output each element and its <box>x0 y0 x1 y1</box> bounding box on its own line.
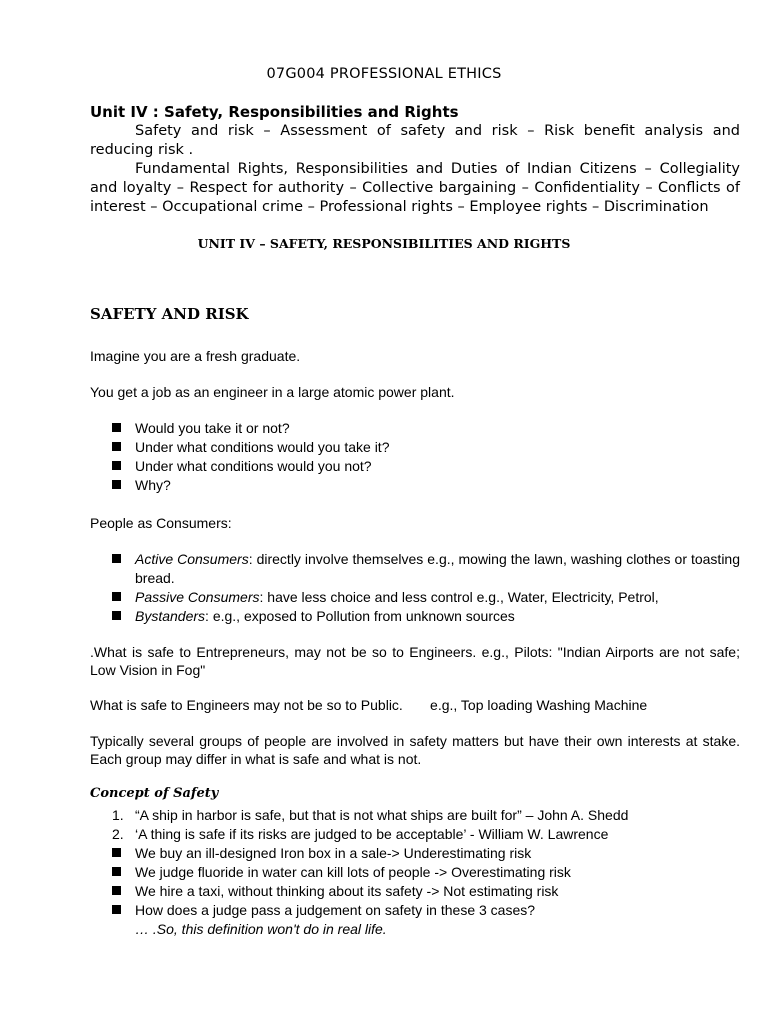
concept-title: Concept of Safety <box>90 786 219 801</box>
consumer-list <box>90 550 740 626</box>
list-item: We buy an ill-designed Iron box in a sale-> Underestimating risk <box>90 844 740 863</box>
syllabus-paragraph-1: Safety and risk – Assessment of safety and risk – Risk benefit analysis and reducing risk . <box>90 123 740 158</box>
concept-note: … .So, this definition won't do in real life. <box>135 921 387 937</box>
paragraph-groups: Typically several groups of people are involved in safety matters but have their own interests at stake. Each group may differ in what is safe and what is not. <box>90 733 740 767</box>
square-bullet-icon <box>112 423 121 432</box>
square-bullet-icon <box>112 848 121 857</box>
consumer-term: Active Consumers <box>135 551 249 567</box>
square-bullet-icon <box>112 611 121 620</box>
square-bullet-icon <box>112 461 121 470</box>
square-bullet-icon <box>112 554 121 563</box>
list-item: 2. ‘A thing is safe if its risks are judged to be acceptable’ - William W. Lawrence <box>112 826 609 842</box>
list-item: Active Consumers: directly involve themselves e.g., mowing the lawn, washing clothes or toasting bread. <box>90 550 740 588</box>
list-item: How does a judge pass a judgement on safety in these 3 cases? <box>90 901 740 920</box>
paragraph-entrepreneurs: .What is safe to Entrepreneurs, may not be so to Engineers. e.g., Pilots: "Indian Airports are not safe; Low Vision in Fog" <box>90 644 740 678</box>
list-item: Passive Consumers: have less choice and less control e.g., Water, Electricity, Petrol, <box>90 588 740 607</box>
list-item: Under what conditions would you take it? <box>90 438 740 457</box>
unit-subtitle: UNIT IV – SAFETY, RESPONSIBILITIES AND RIGHTS <box>197 236 571 251</box>
list-item: 1. “A ship in harbor is safe, but that is not what ships are built for” – John A. Shedd <box>112 807 629 823</box>
intro-line-1: Imagine you are a fresh graduate. <box>90 348 301 364</box>
section-title: SAFETY AND RISK <box>90 305 249 323</box>
consumer-term: Bystanders <box>135 608 206 624</box>
list-item: Would you take it or not? <box>90 419 740 438</box>
square-bullet-icon <box>112 905 121 914</box>
list-item: Under what conditions would you not? <box>90 457 740 476</box>
intro-line-2: You get a job as an engineer in a large atomic power plant. <box>90 384 455 400</box>
paragraph-public: What is safe to Engineers may not be so to Public. e.g., Top loading Washing Machine <box>90 697 648 713</box>
question-list <box>90 419 740 495</box>
list-item: We hire a taxi, without thinking about its safety -> Not estimating risk <box>90 882 740 901</box>
syllabus <box>90 122 740 217</box>
consumer-term: Passive Consumers <box>135 589 260 605</box>
consumers-heading: People as Consumers: <box>90 515 232 531</box>
square-bullet-icon <box>112 480 121 489</box>
syllabus-paragraph-2: Fundamental Rights, Responsibilities and Duties of Indian Citizens – Collegiality and loyalty – Respect for authority – Collective bargaining – Confidentiality – Conflicts of interest – Occupational crime – Professional rights – Employee rights – Discrimination <box>90 161 740 215</box>
course-title: 07G004 PROFESSIONAL ETHICS <box>266 66 502 82</box>
square-bullet-icon <box>112 867 121 876</box>
square-bullet-icon <box>112 886 121 895</box>
list-item: Bystanders: e.g., exposed to Pollution from unknown sources <box>90 607 740 626</box>
square-bullet-icon <box>112 592 121 601</box>
concept-list <box>90 806 740 938</box>
square-bullet-icon <box>112 442 121 451</box>
list-item: Why? <box>90 476 740 495</box>
list-item: We judge fluoride in water can kill lots of people -> Overestimating risk <box>90 863 740 882</box>
unit-heading: Unit IV : Safety, Responsibilities and Rights <box>90 103 459 121</box>
